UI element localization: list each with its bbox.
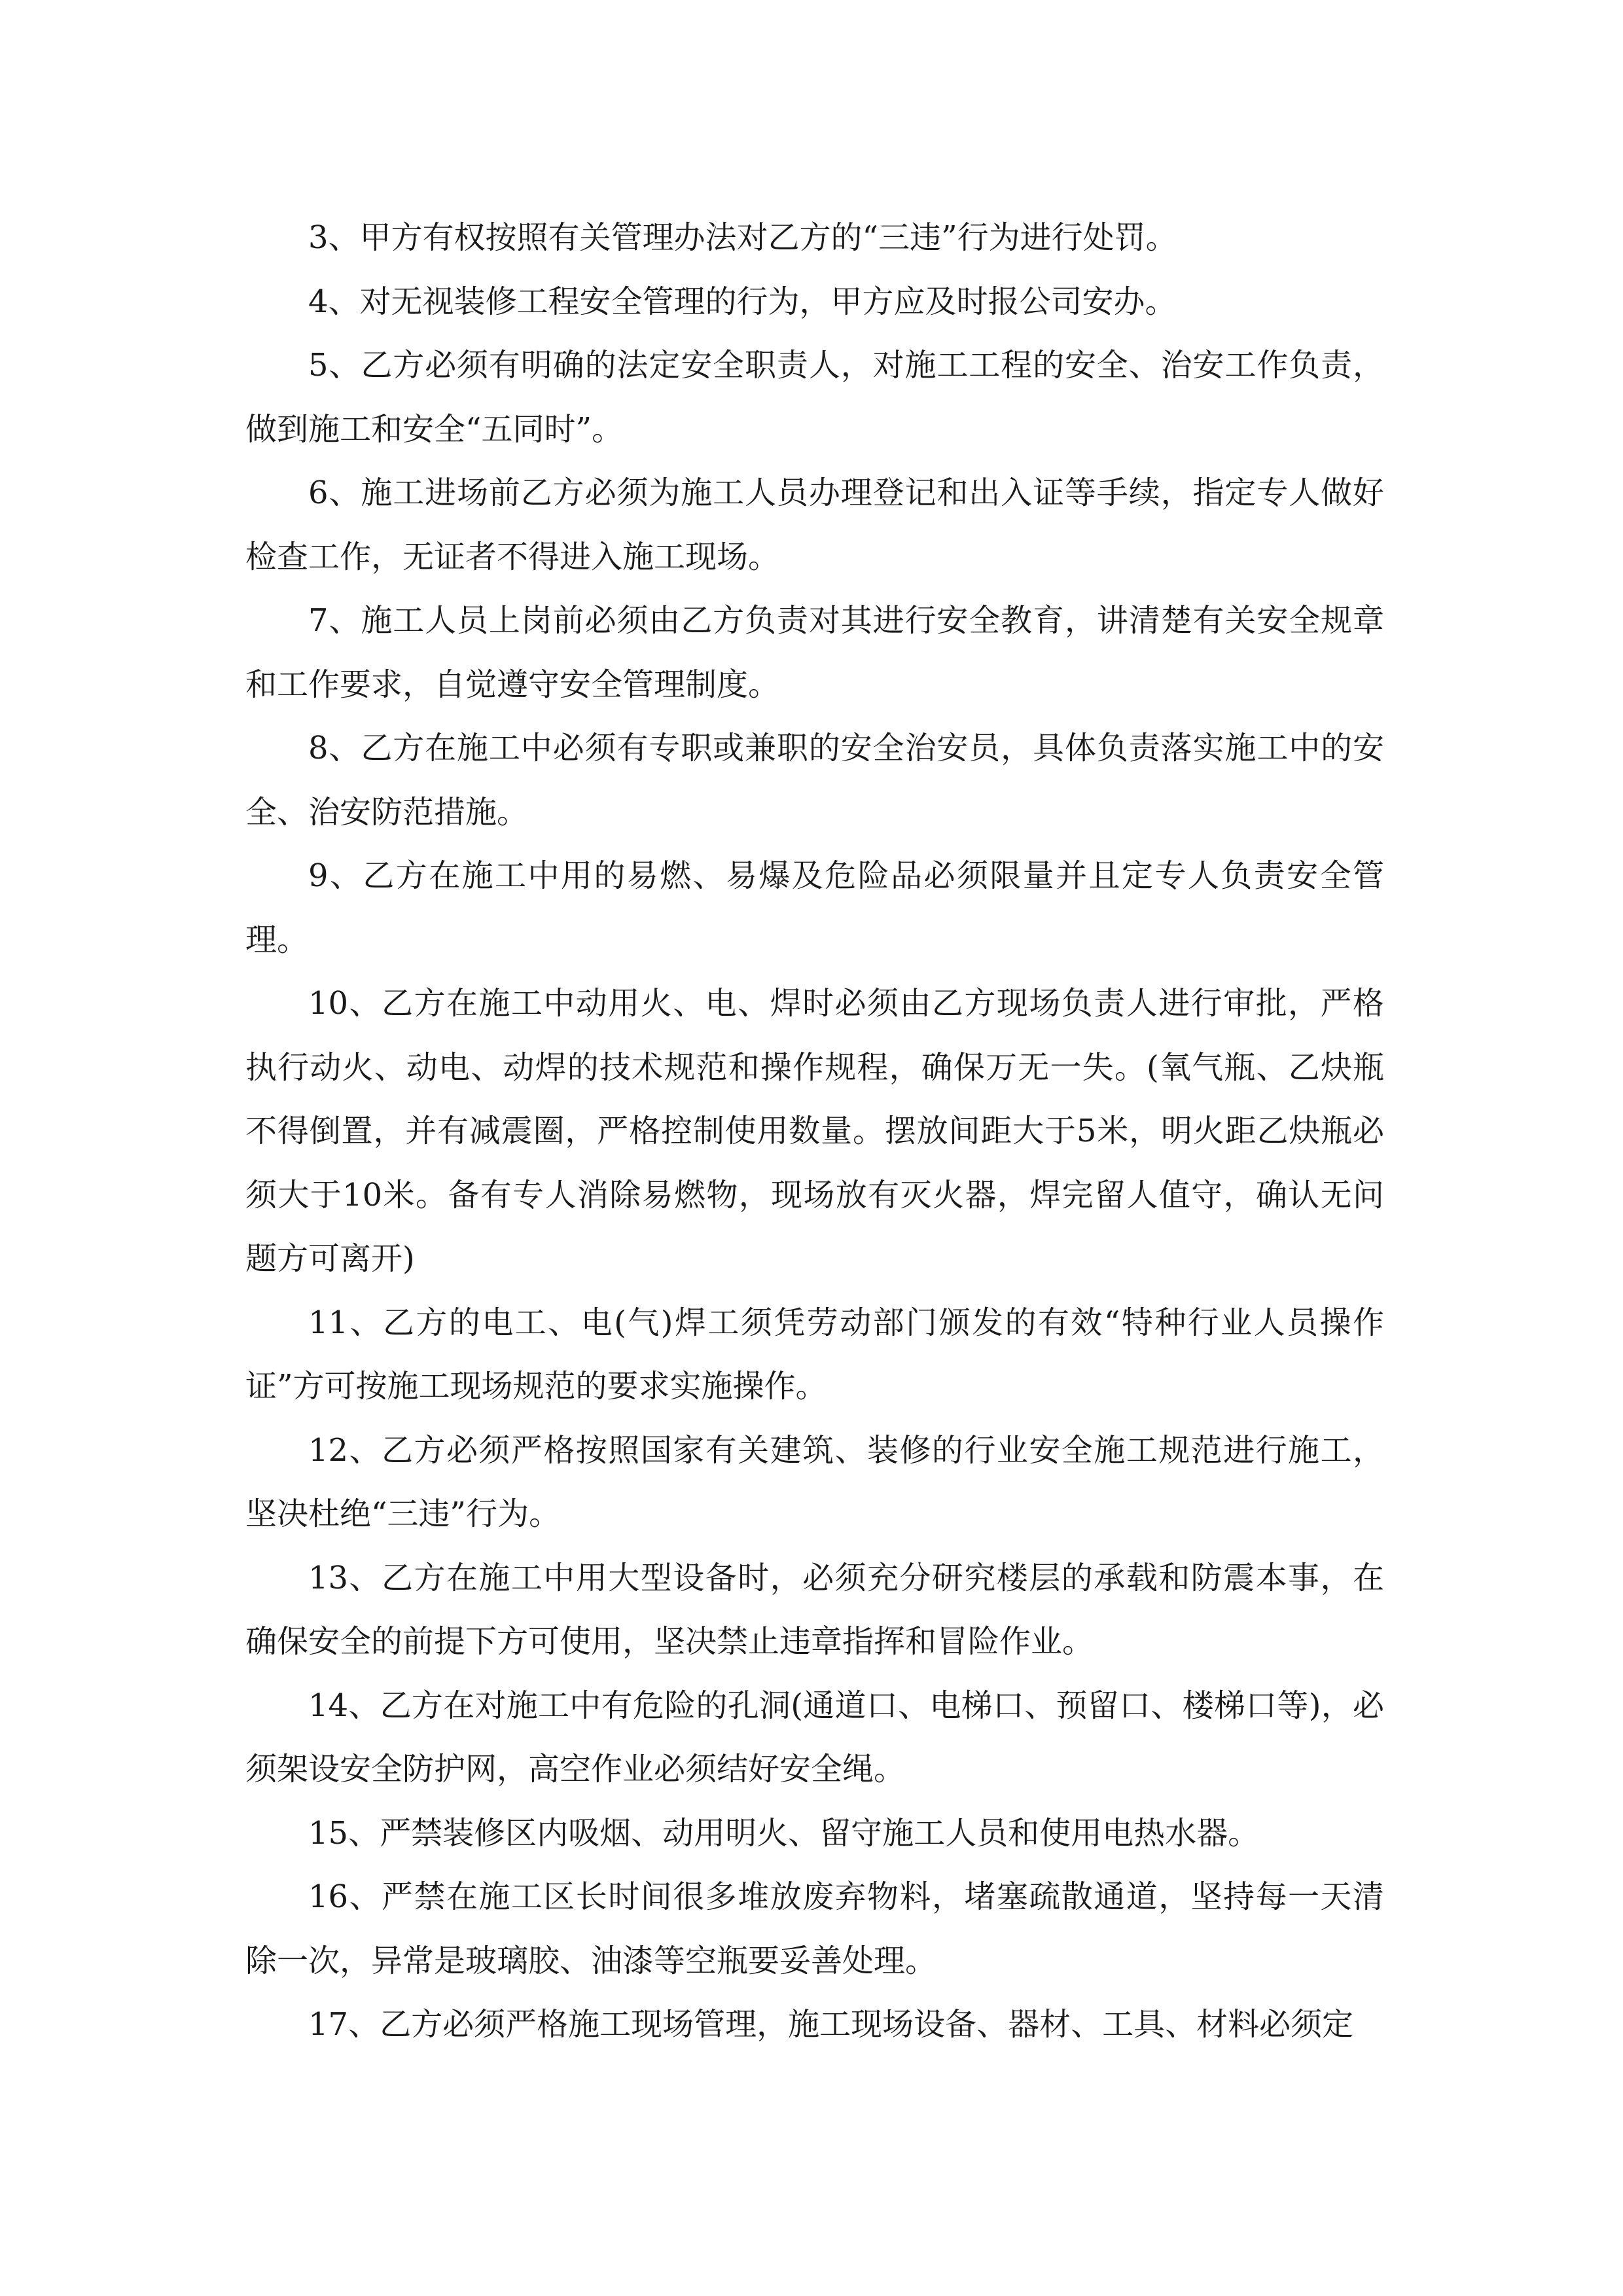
paragraph-3: 3、甲方有权按照有关管理办法对乙方的“三违”行为进行处罚。 — [308, 219, 1177, 256]
paragraph-12: 12、乙方必须严格按照国家有关建筑、装修的行业安全施工规范进行施工，坚决杜绝“三违”行为。 — [245, 1431, 1384, 1532]
paragraph-10: 10、乙方在施工中动用火、电、焊时必须由乙方现场负责人进行审批，严格执行动火、动电、动焊的技术规范和操作规程，确保万无一失。(氧气瓶、乙炔瓶不得倒置，并有减震圈，严格控制使用数量。摆放间距大于5米，明火距乙炔瓶必须大于10米。备有专人消除易燃物，现场放有灭火器，焊完留人值守，确认无问题方可离开) — [245, 985, 1384, 1277]
paragraph-15: 15、严禁装修区内吸烟、动用明火、留守施工人员和使用电热水器。 — [308, 1814, 1260, 1852]
paragraph-8: 8、乙方在施工中必须有专职或兼职的安全治安员，具体负责落实施工中的安全、治安防范措施。 — [245, 730, 1384, 831]
paragraph-14: 14、乙方在对施工中有危险的孔洞(通道口、电梯口、预留口、楼梯口等)，必须架设安全防护网，高空作业必须结好安全绳。 — [245, 1687, 1384, 1787]
document-page — [245, 206, 1384, 2057]
paragraph-16: 16、严禁在施工区长时间很多堆放废弃物料，堵塞疏散通道，坚持每一天清除一次，异常是玻璃胶、油漆等空瓶要妥善处理。 — [245, 1878, 1384, 1979]
paragraph-6: 6、施工进场前乙方必须为施工人员办理登记和出入证等手续，指定专人做好检查工作，无证者不得进入施工现场。 — [245, 475, 1384, 575]
paragraph-11: 11、乙方的电工、电(气)焊工须凭劳动部门颁发的有效“特种行业人员操作证”方可按施工现场规范的要求实施操作。 — [245, 1304, 1384, 1405]
paragraph-4: 4、对无视装修工程安全管理的行为，甲方应及时报公司安办。 — [308, 283, 1177, 320]
paragraph-17: 17、乙方必须严格施工现场管理，施工现场设备、器材、工具、材料必须定 — [308, 2006, 1354, 2043]
paragraph-7: 7、施工人员上岗前必须由乙方负责对其进行安全教育，讲清楚有关安全规章和工作要求，自觉遵守安全管理制度。 — [245, 602, 1384, 703]
paragraph-9: 9、乙方在施工中用的易燃、易爆及危险品必须限量并且定专人负责安全管理。 — [245, 857, 1384, 958]
paragraph-13: 13、乙方在施工中用大型设备时，必须充分研究楼层的承载和防震本事，在确保安全的前提下方可使用，坚决禁止违章指挥和冒险作业。 — [245, 1559, 1384, 1660]
paragraph-5: 5、乙方必须有明确的法定安全职责人，对施工工程的安全、治安工作负责，做到施工和安全“五同时”。 — [245, 347, 1384, 448]
